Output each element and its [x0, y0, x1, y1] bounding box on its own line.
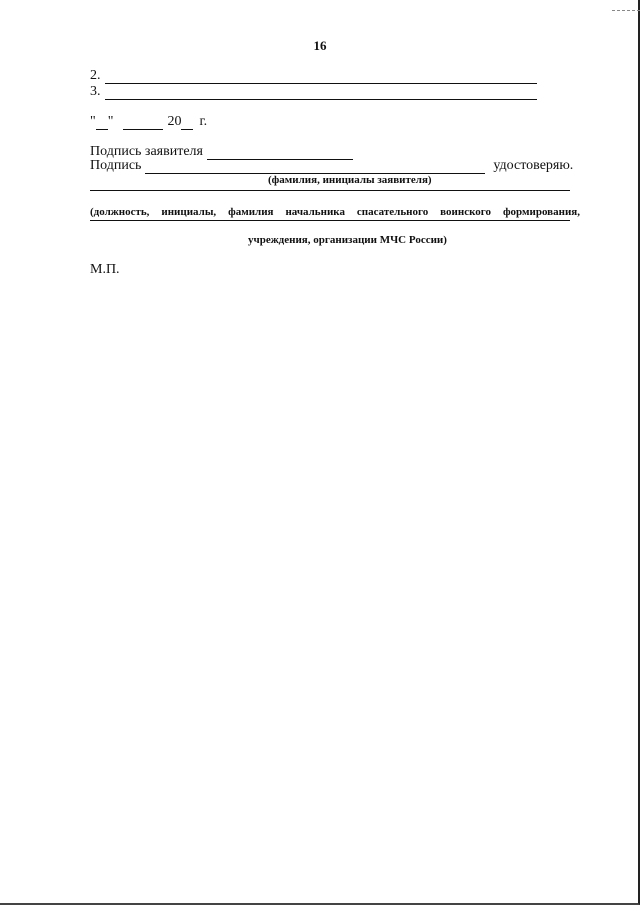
official-caption-word-6: воинского [440, 206, 491, 218]
list-item-2 [90, 68, 537, 84]
date-year-suffix: г. [199, 114, 208, 129]
date-quote-close: " [107, 114, 114, 129]
list-item-3-blank[interactable] [105, 86, 537, 100]
official-line-2[interactable] [90, 220, 570, 221]
date-quote-open: " [90, 114, 96, 129]
applicant-signature-label: Подпись заявителя [90, 144, 203, 159]
date-year-blank[interactable] [181, 116, 193, 130]
list-item-3 [90, 84, 537, 100]
certify-signature-label: Подпись [90, 158, 142, 173]
official-caption-word-4: начальника [285, 206, 345, 218]
date-line [90, 114, 207, 130]
official-caption-word-1: (должность, [90, 206, 150, 218]
official-line-1[interactable] [90, 190, 570, 191]
corner-mark [612, 0, 640, 11]
date-day-blank[interactable] [96, 116, 108, 130]
applicant-name-caption: (фамилия, инициалы заявителя) [268, 174, 432, 186]
date-month-blank[interactable] [123, 116, 163, 130]
certify-signature-row [90, 158, 573, 174]
certify-text: удостоверяю. [493, 158, 574, 173]
official-caption-line-2: учреждения, организации МЧС России) [248, 234, 447, 246]
certify-signature-blank[interactable] [145, 160, 485, 174]
page-number: 16 [313, 38, 327, 53]
date-year-prefix: 20 [167, 114, 182, 129]
official-caption-word-7: формирования, [502, 206, 580, 218]
list-item-3-label: 3. [90, 84, 101, 99]
list-item-2-label: 2. [90, 68, 101, 83]
official-caption-row [90, 206, 580, 218]
official-caption-word-3: фамилия [228, 206, 274, 218]
stamp-label: М.П. [90, 262, 120, 277]
official-caption-word-5: спасательного [356, 206, 429, 218]
official-caption-word-2: инициалы, [161, 206, 217, 218]
list-item-2-blank[interactable] [105, 70, 537, 84]
